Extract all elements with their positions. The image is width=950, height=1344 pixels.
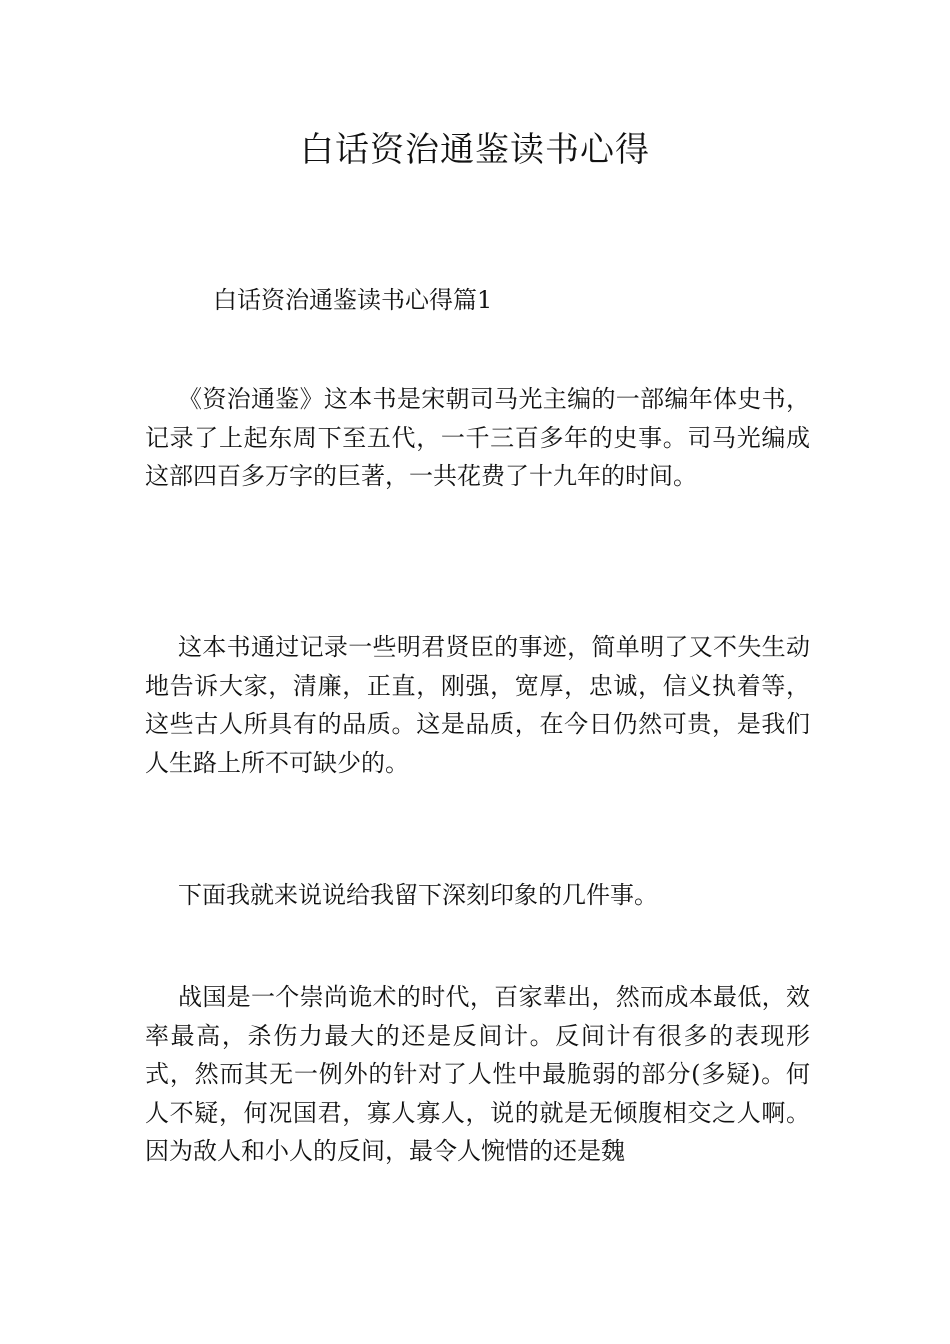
paragraph: 战国是一个崇尚诡术的时代，百家辈出，然而成本最低，效率最高，杀伤力最大的还是反间计。反间计有很多的表现形式，然而其无一例外的针对了人性中最脆弱的部分(多疑)。何人不疑，何况国君，寡人寡人，说的就是无倾腹相交之人啊。因为敌人和小人的反间，最令人惋惜的还是魏 xyxy=(145,983,810,1165)
paragraph: 《资治通鉴》这本书是宋朝司马光主编的一部编年体史书，记录了上起东周下至五代，一千三百多年的史事。司马光编成这部四百多万字的巨著，一共花费了十九年的时间。 xyxy=(145,385,810,490)
paragraph: 这本书通过记录一些明君贤臣的事迹，简单明了又不失生动地告诉大家，清廉，正直，刚强，宽厚，忠诚，信义执着等，这些古人所具有的品质。这是品质，在今日仍然可贵，是我们人生路上所不可缺少的。 xyxy=(145,633,810,777)
paragraph: 下面我就来说说给我留下深刻印象的几件事。 xyxy=(178,881,658,909)
document-title: 白话资治通鉴读书心得 xyxy=(300,130,650,170)
section-heading: 白话资治通鉴读书心得篇1 xyxy=(213,286,493,314)
